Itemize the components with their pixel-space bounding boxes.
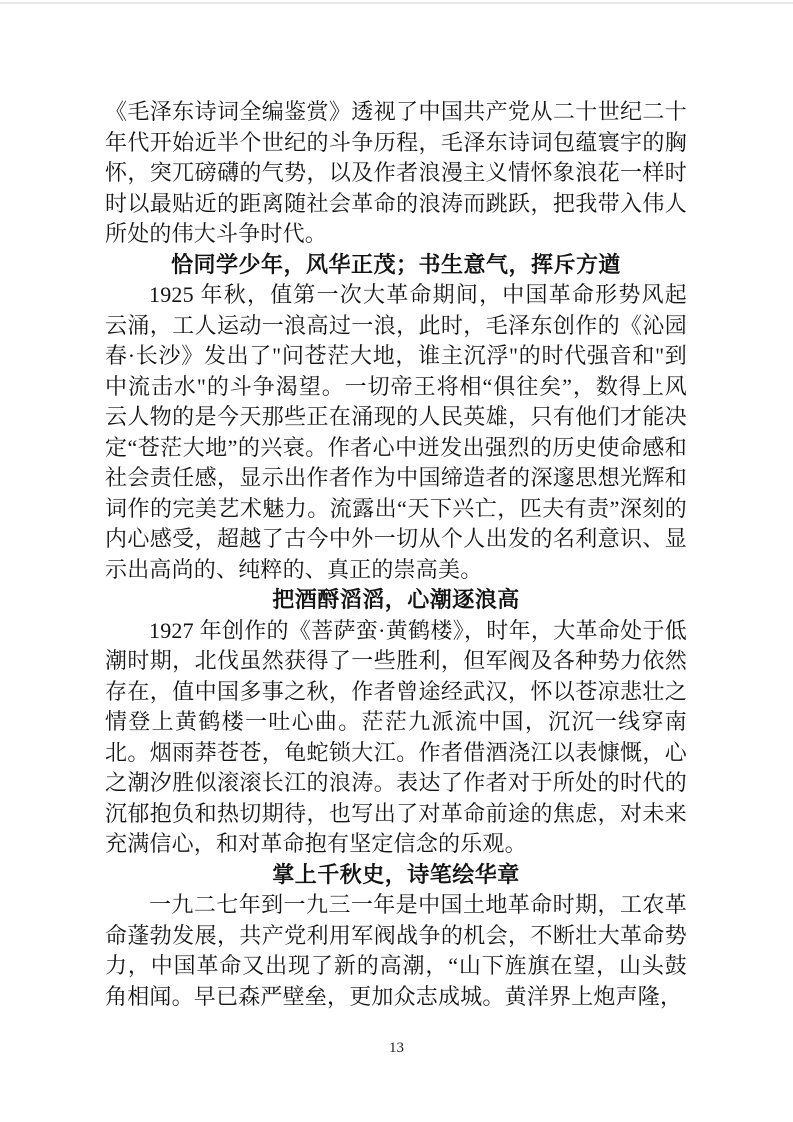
page-number: 13 [389,1040,404,1056]
section-heading-youth: 恰同学少年，风华正茂；书生意气，挥斥方遒 [170,251,621,277]
paragraph-book-overview: 《毛泽东诗词全编鉴赏》透视了中国共产党从二十世纪二十年代开始近半个世纪的斗争历程，毛泽东诗词包蕴寰宇的胸怀，突兀磅礴的气势，以及作者浪漫主义情怀象浪花一样时时以最贴近的距离随社会革命的浪涛而跳跃，把我带入伟人所处的伟大斗争时代。 [105,99,687,246]
section-heading-history-poem: 掌上千秋史，诗笔绘华章 [272,861,520,887]
section-heading-wine-tide: 把酒酹滔滔，心潮逐浪高 [272,587,520,612]
paragraph-qinyuanchun-changsha: 1925 年秋，值第一次大革命期间，中国革命形势风起云涌，工人运动一浪高过一浪，此时，毛泽东创作的《沁园春·长沙》发出了"问苍茫大地，谁主沉浮"的时代强音和"到中流击水"的斗争渴望。一切帝王将相“俱往矣”，数得上风云人物的是今天那些正在涌现的人民英雄，只有他们才能决定“苍茫大地”的兴衰。作者心中迸发出强烈的历史使命感和社会责任感，显示出作者作为中国缔造者的深邃思想光辉和词作的完美艺术魅力。流露出“天下兴亡，匹夫有责”深刻的内心感受，超越了古今中外一切从个人出发的名利意识、显示出高尚的、纯粹的、真正的崇高美。 [105,282,687,582]
text-column [105,97,687,1012]
paragraph-land-revolution: 一九二七年到一九三一年是中国土地革命时期，工农革命蓬勃发展，共产党利用军阀战争的机会，不断壮大革命势力，中国革命又出现了新的高潮，“山下旌旗在望，山头鼓角相闻。早已森严壁垒，更加众志成城。黄洋界上炮声隆， [105,892,687,1009]
paragraph-pusaman-huanghelou: 1927 年创作的《菩萨蛮·黄鹤楼》，时年，大革命处于低潮时期，北伐虽然获得了一些胜利，但军阀及各种势力依然存在，值中国多事之秋，作者曾途经武汉，怀以苍凉悲壮之情登上黄鹤楼一吐心曲。茫茫九派流中国，沉沉一线穿南北。烟雨莽苍苍，龟蛇锁大江。作者借酒浇江以表慷慨，心之潮汐胜似滚滚长江的浪涛。表达了作者对于所处的时代的沉郁抱负和热切期待，也写出了对革命前途的焦虑，对未来充满信心，和对革命抱有坚定信念的乐观。 [105,617,687,856]
top-scan-artifact-line [0,2,793,4]
